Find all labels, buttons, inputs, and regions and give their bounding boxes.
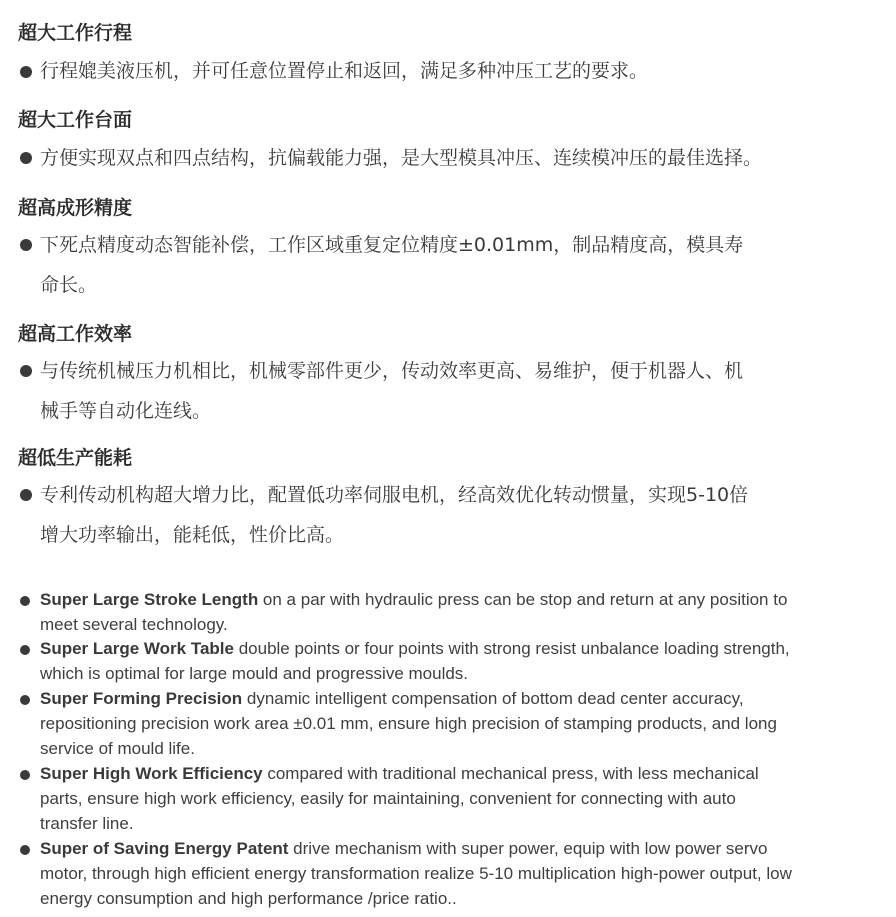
feature-text bbox=[40, 761, 880, 836]
feature-description: dynamic intelligent compensation of bottom dead center accuracy, bbox=[242, 689, 744, 708]
section-title: 超低生产能耗 bbox=[18, 447, 133, 469]
feature-first-line bbox=[40, 836, 880, 861]
feature-description: drive mechanism with super power, equip with low power servo bbox=[288, 839, 768, 858]
section-description bbox=[40, 51, 880, 91]
feature-heading: Super Large Work Table bbox=[40, 639, 234, 658]
feature-line: motor, through high efficient energy transformation realize 5-10 multiplication high-power output, low bbox=[40, 864, 792, 883]
feature-line: repositioning precision work area ±0.01 mm, ensure high precision of stamping products, and long bbox=[40, 714, 777, 733]
feature-first-line bbox=[40, 686, 880, 711]
bullet-dot bbox=[20, 152, 32, 164]
feature-line: service of mould life. bbox=[40, 739, 195, 758]
section-title: 超大工作台面 bbox=[18, 109, 133, 131]
feature-text bbox=[40, 636, 880, 686]
bullet-dot bbox=[20, 365, 32, 377]
feature-first-line bbox=[40, 761, 880, 786]
description-line: 下死点精度动态智能补偿，工作区域重复定位精度±0.01mm，制品精度高，模具寿 bbox=[40, 234, 744, 256]
bullet-dot bbox=[20, 770, 30, 780]
feature-line: energy consumption and high performance /price ratio.. bbox=[40, 889, 457, 908]
feature-line: transfer line. bbox=[40, 814, 134, 833]
feature-line: parts, ensure high work efficiency, easily for maintaining, convenient for connecting with auto bbox=[40, 789, 736, 808]
section-title: 超大工作行程 bbox=[18, 22, 133, 44]
bullet-dot bbox=[20, 239, 32, 251]
feature-description: compared with traditional mechanical press, with less mechanical bbox=[262, 764, 759, 783]
feature-description: double points or four points with strong resist unbalance loading strength, bbox=[233, 639, 790, 658]
feature-text bbox=[40, 686, 880, 761]
bullet-dot bbox=[20, 845, 30, 855]
feature-heading: Super Forming Precision bbox=[40, 689, 243, 708]
section-description bbox=[40, 475, 880, 555]
feature-heading: Super Large Stroke Length bbox=[40, 590, 259, 609]
description-line: 械手等自动化连线。 bbox=[40, 400, 212, 422]
description-line: 专利传动机构超大增力比，配置低功率伺服电机，经高效优化转动惯量，实现5-10倍 bbox=[40, 484, 749, 506]
feature-heading: Super of Saving Energy Patent bbox=[40, 839, 289, 858]
feature-text bbox=[40, 836, 880, 911]
bullet-dot bbox=[20, 66, 32, 78]
feature-line: which is optimal for large mould and progressive moulds. bbox=[40, 664, 469, 683]
description-line: 命长。 bbox=[40, 274, 98, 296]
feature-first-line bbox=[40, 636, 880, 661]
feature-description: on a par with hydraulic press can be stop and return at any position to bbox=[258, 590, 788, 609]
description-line: 方便实现双点和四点结构，抗偏载能力强，是大型模具冲压、连续模冲压的最佳选择。 bbox=[40, 147, 763, 169]
section-title: 超高成形精度 bbox=[18, 197, 133, 219]
description-line: 增大功率输出，能耗低，性价比高。 bbox=[40, 524, 345, 546]
section-description bbox=[40, 351, 880, 431]
bullet-dot bbox=[20, 489, 32, 501]
bullet-dot bbox=[20, 645, 30, 655]
section-title: 超高工作效率 bbox=[18, 323, 133, 345]
feature-first-line bbox=[40, 587, 880, 612]
bullet-dot bbox=[20, 596, 30, 606]
description-line: 与传统机械压力机相比，机械零部件更少，传动效率更高、易维护，便于机器人、机 bbox=[40, 360, 744, 382]
feature-line: meet several technology. bbox=[40, 615, 228, 634]
description-line: 行程媲美液压机，并可任意位置停止和返回，满足多种冲压工艺的要求。 bbox=[40, 60, 649, 82]
section-description bbox=[40, 225, 880, 305]
feature-heading: Super High Work Efficiency bbox=[40, 764, 263, 783]
bullet-dot bbox=[20, 695, 30, 705]
section-description bbox=[40, 138, 880, 178]
feature-text bbox=[40, 587, 880, 637]
